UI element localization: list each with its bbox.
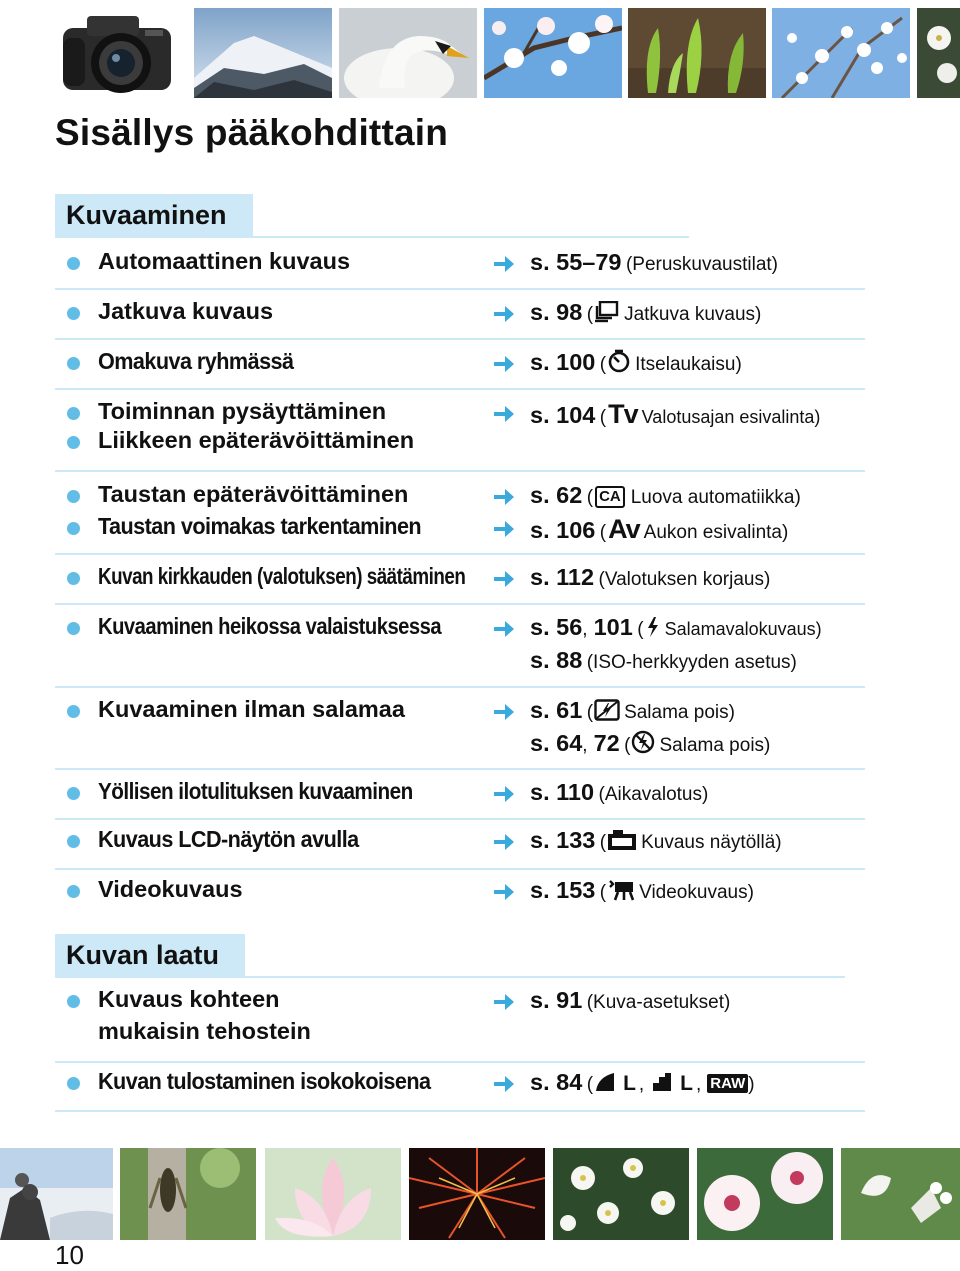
bullet-icon	[67, 407, 80, 420]
page-reference[interactable]	[530, 299, 761, 326]
page-reference[interactable]	[530, 877, 754, 904]
page-number[interactable]: s. 98	[530, 299, 583, 325]
open-paren: (	[586, 487, 594, 508]
reference-description: Salamavalokuvaus)	[664, 619, 822, 639]
page-number[interactable]: 101	[593, 614, 633, 640]
reference-description: (Valotuksen korjaus)	[598, 569, 771, 590]
page-number[interactable]: 72	[593, 730, 620, 756]
hibiscus-photo	[697, 1148, 833, 1240]
comma: ,	[696, 1074, 702, 1095]
index-row[interactable]	[55, 479, 865, 551]
comma: ,	[582, 735, 588, 756]
page-reference[interactable]	[530, 647, 797, 674]
camera-photo	[55, 8, 180, 103]
normal-quality-icon	[651, 1071, 673, 1093]
section-underline	[55, 236, 689, 238]
open-paren: (	[599, 407, 607, 428]
live-view-camera-icon	[607, 829, 637, 851]
index-row[interactable]	[55, 776, 865, 816]
bullet-icon	[67, 572, 80, 585]
page-reference[interactable]	[530, 349, 742, 376]
right-arrow-icon	[492, 618, 516, 640]
reference-description: Aukon esivalinta)	[643, 522, 789, 543]
row-divider	[55, 686, 865, 688]
comma: ,	[638, 1074, 645, 1095]
butterfly-photo	[841, 1148, 960, 1240]
page-reference[interactable]	[530, 730, 770, 757]
bullet-icon	[67, 307, 80, 320]
section-underline	[55, 976, 845, 978]
section-heading-shooting: Kuvaaminen	[55, 194, 253, 236]
swan-photo	[339, 8, 477, 98]
right-arrow-icon	[492, 353, 516, 375]
right-arrow-icon	[492, 831, 516, 853]
index-row[interactable]	[55, 611, 865, 683]
flower-edge-photo	[917, 8, 960, 98]
index-row[interactable]	[55, 296, 865, 336]
topic-label: Kuvaus kohteen	[98, 986, 280, 1012]
topic-label: Kuvaaminen heikossa valaistuksessa	[98, 613, 442, 639]
tv-mode-icon: Tv	[608, 399, 638, 429]
page-number[interactable]: s. 110	[530, 779, 595, 805]
right-arrow-icon	[492, 486, 516, 508]
page-reference[interactable]	[530, 779, 708, 806]
cicada-photo	[120, 1148, 256, 1240]
reference-description: Videokuvaus)	[639, 882, 754, 903]
page-number-footer: 10	[55, 1240, 84, 1270]
open-paren: (	[599, 832, 607, 853]
row-divider	[55, 768, 865, 770]
topic-label: Yöllisen ilotulituksen kuvaaminen	[98, 778, 413, 804]
bullet-icon	[67, 257, 80, 270]
bullet-icon	[67, 787, 80, 800]
large-size-label: L	[623, 1072, 636, 1095]
index-row[interactable]	[55, 874, 865, 914]
index-row[interactable]	[55, 396, 865, 468]
page-reference[interactable]	[530, 614, 822, 641]
right-arrow-icon	[492, 783, 516, 805]
page-number[interactable]: s. 84	[530, 1069, 583, 1095]
row-divider	[55, 470, 865, 472]
open-paren: (	[624, 735, 631, 756]
topic-label: Videokuvaus	[98, 876, 243, 902]
index-row[interactable]	[55, 984, 865, 1056]
open-paren: (	[599, 354, 607, 375]
row-divider	[55, 338, 865, 340]
page-number[interactable]: s. 104	[530, 402, 596, 428]
right-arrow-icon	[492, 991, 516, 1013]
topic-label: Kuvan kirkkauden (valotuksen) säätäminen	[98, 563, 466, 589]
right-arrow-icon	[492, 881, 516, 903]
right-arrow-icon	[492, 1073, 516, 1095]
reference-description: Kuvaus näytöllä)	[641, 832, 782, 853]
reference-description: (Aikavalotus)	[598, 784, 709, 805]
page-reference[interactable]	[530, 514, 788, 545]
no-flash-icon	[631, 730, 655, 754]
av-mode-icon: Av	[608, 514, 640, 544]
page-reference[interactable]	[530, 1069, 755, 1096]
page-number[interactable]: s. 64	[530, 730, 583, 756]
white-blossom-photo	[772, 8, 910, 98]
page-reference[interactable]	[530, 399, 820, 430]
page-reference[interactable]	[530, 827, 782, 854]
self-timer-icon	[607, 349, 631, 373]
reference-description: (Peruskuvaustilat)	[625, 254, 778, 275]
bullet-icon	[67, 436, 80, 449]
plum-blossom-photo	[484, 8, 622, 98]
row-divider	[55, 868, 865, 870]
row-divider	[55, 388, 865, 390]
white-flowers-photo	[553, 1148, 689, 1240]
index-row[interactable]	[55, 246, 865, 286]
row-divider	[55, 1110, 865, 1112]
large-size-label: L	[680, 1072, 693, 1095]
row-divider	[55, 1061, 865, 1063]
topic-label: Liikkeen epäterävöittäminen	[98, 427, 415, 453]
right-arrow-icon	[492, 701, 516, 723]
page-number[interactable]: s. 91	[530, 987, 583, 1013]
page-reference[interactable]	[530, 987, 730, 1014]
right-arrow-icon	[492, 518, 516, 540]
section-heading-image-quality: Kuvan laatu	[55, 934, 245, 976]
open-paren: (	[637, 619, 644, 640]
reference-description: Salama pois)	[659, 735, 771, 756]
topic-label: Automaattinen kuvaus	[98, 248, 351, 274]
index-row[interactable]	[55, 694, 865, 766]
page-reference[interactable]	[530, 697, 735, 724]
row-divider	[55, 553, 865, 555]
bullet-icon	[67, 885, 80, 898]
reference-description: (ISO-herkkyyden asetus)	[586, 652, 797, 673]
index-row[interactable]	[55, 346, 865, 386]
page-reference[interactable]	[530, 249, 778, 276]
page-number[interactable]: s. 112	[530, 564, 595, 590]
fireworks-photo	[409, 1148, 545, 1240]
page-title: Sisällys pääkohdittain	[55, 112, 449, 153]
reference-description: (Kuva-asetukset)	[586, 992, 731, 1013]
reference-description: Valotusajan esivalinta)	[641, 407, 821, 427]
row-divider	[55, 288, 865, 290]
page-number[interactable]: s. 88	[530, 647, 583, 673]
page-number[interactable]: s. 133	[530, 827, 596, 853]
right-arrow-icon	[492, 568, 516, 590]
reference-description: Luova automatiikka)	[630, 487, 801, 508]
reference-description: Salama pois)	[624, 702, 735, 723]
bullet-icon	[67, 522, 80, 535]
comma: ,	[582, 619, 588, 640]
right-arrow-icon	[492, 403, 516, 425]
bullet-icon	[67, 357, 80, 370]
topic-label: Taustan epäterävöittäminen	[98, 481, 409, 507]
page-reference[interactable]	[530, 482, 801, 509]
topic-label: mukaisin tehostein	[98, 1018, 311, 1044]
bullet-icon	[67, 835, 80, 848]
topic-label: Omakuva ryhmässä	[98, 348, 294, 374]
open-paren: (	[586, 304, 594, 325]
page-number[interactable]: s. 62	[530, 482, 583, 508]
page-number[interactable]: s. 153	[530, 877, 596, 903]
row-divider	[55, 603, 865, 605]
topic-label: Kuvaus LCD-näytön avulla	[98, 826, 359, 852]
page-number[interactable]: s. 100	[530, 349, 596, 375]
page-number[interactable]: s. 56	[530, 614, 583, 640]
page-reference[interactable]	[530, 564, 770, 591]
lotus-photo	[265, 1148, 401, 1240]
reference-description: Itselaukaisu)	[635, 354, 742, 375]
bullet-icon	[67, 995, 80, 1008]
open-paren: (	[586, 702, 594, 723]
topic-label: Kuvaaminen ilman salamaa	[98, 696, 405, 722]
topic-label: Toiminnan pysäyttäminen	[98, 398, 387, 424]
index-row[interactable]	[55, 824, 865, 864]
topic-label: Jatkuva kuvaus	[98, 298, 274, 324]
open-paren: (	[586, 1074, 594, 1095]
creative-auto-icon: CA	[595, 486, 625, 508]
page-number[interactable]: s. 55–79	[530, 249, 622, 275]
row-divider	[55, 818, 865, 820]
index-row[interactable]	[55, 561, 865, 601]
bullet-icon	[67, 705, 80, 718]
mountain-photo	[194, 8, 332, 98]
reference-description: Jatkuva kuvaus)	[624, 304, 762, 325]
bullet-icon	[67, 1077, 80, 1090]
topic-label: Kuvan tulostaminen isokokoisena	[98, 1068, 431, 1094]
page-number[interactable]: s. 61	[530, 697, 583, 723]
continuous-shooting-icon	[594, 301, 620, 323]
raw-icon: RAW	[707, 1074, 748, 1093]
open-paren: (	[599, 882, 607, 903]
page-number[interactable]: s. 106	[530, 517, 596, 543]
index-row[interactable]	[55, 1066, 865, 1106]
open-paren: (	[599, 522, 607, 543]
right-arrow-icon	[492, 253, 516, 275]
sprouts-photo	[628, 8, 766, 98]
topic-label: Taustan voimakas tarkentaminen	[98, 513, 422, 539]
right-arrow-icon	[492, 303, 516, 325]
bullet-icon	[67, 622, 80, 635]
fine-quality-icon	[594, 1071, 616, 1093]
movie-camera-icon	[607, 879, 635, 901]
close-paren: )	[748, 1074, 755, 1095]
flash-off-icon	[594, 699, 620, 721]
bullet-icon	[67, 490, 80, 503]
rock-cairn-photo	[0, 1148, 113, 1240]
flash-icon	[645, 616, 661, 638]
